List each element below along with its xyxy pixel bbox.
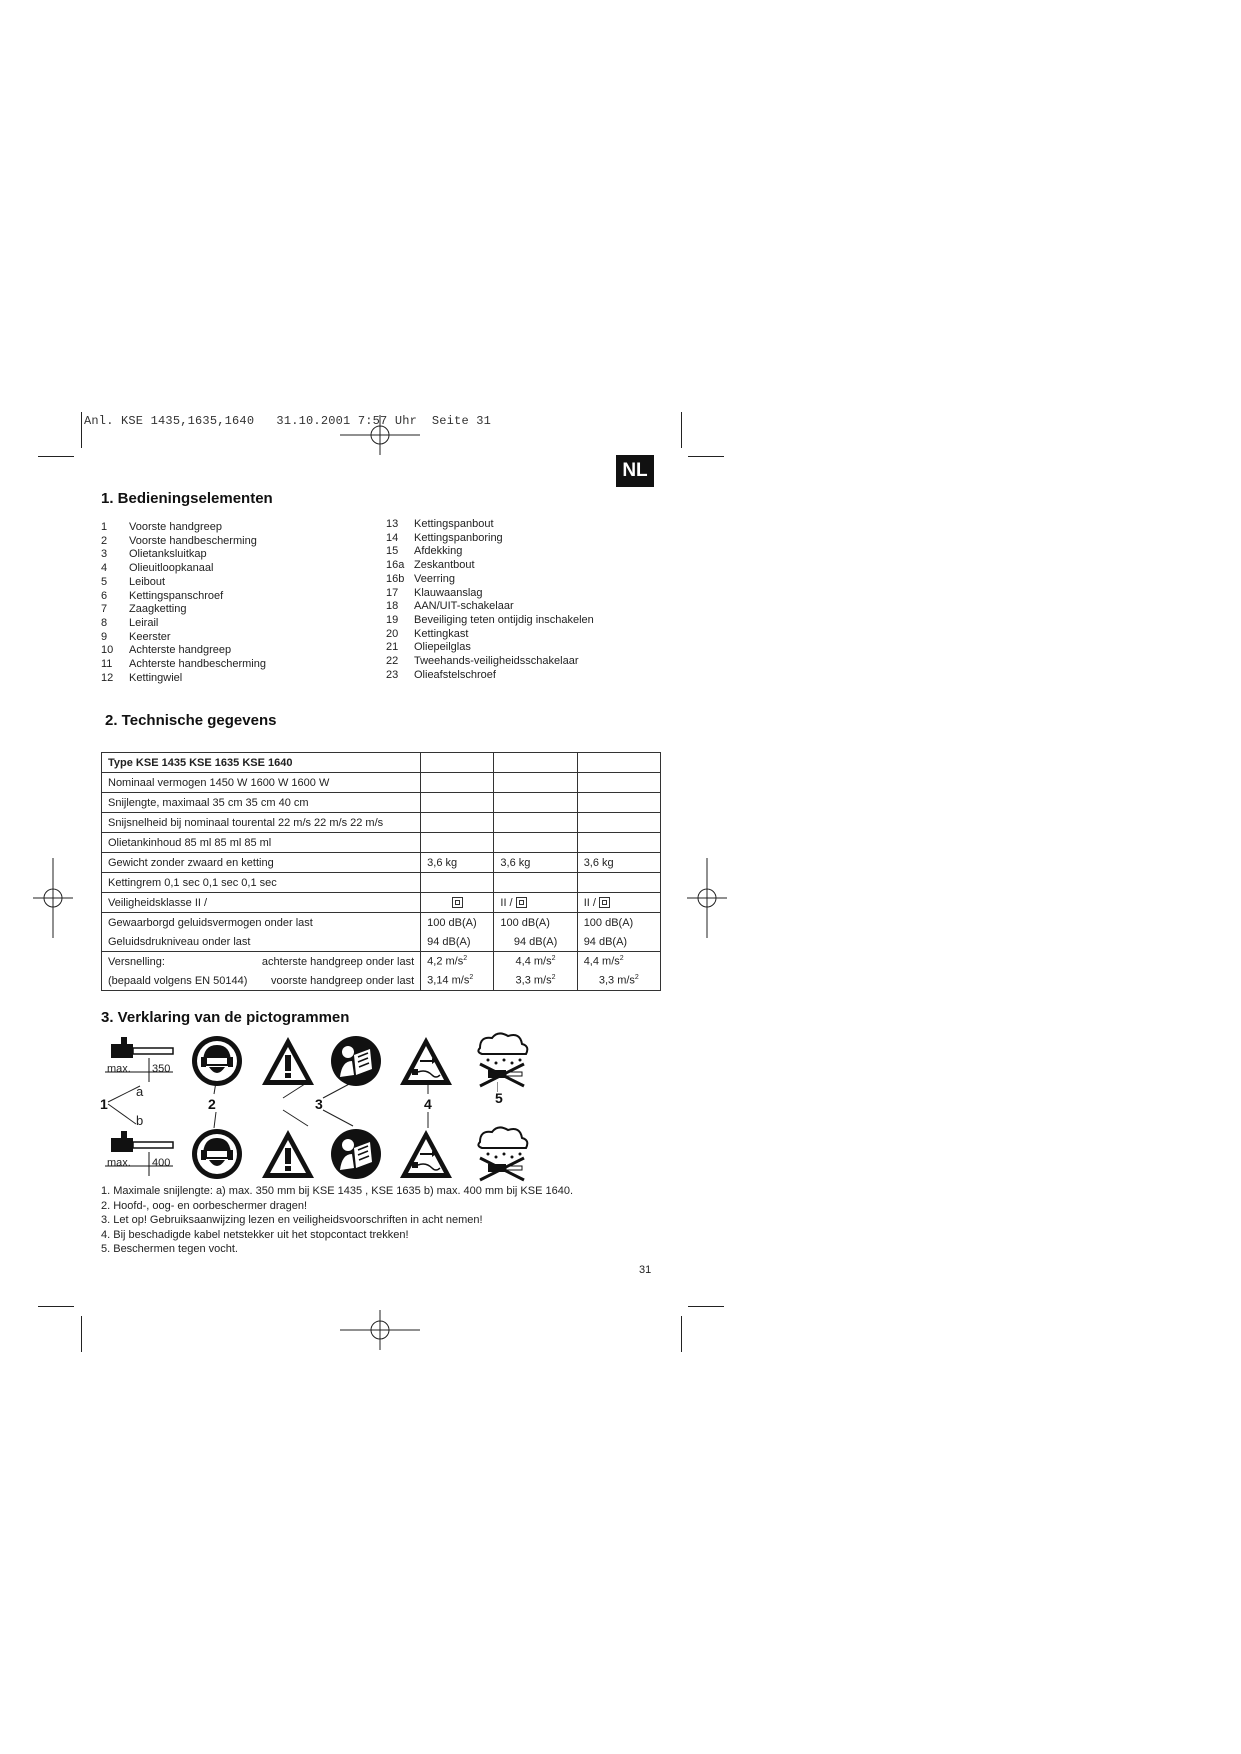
list-item-label: AAN/UIT-schakelaar bbox=[414, 600, 514, 613]
list-item bbox=[101, 644, 371, 658]
spec-accel-rear-1435: 4,2 m/s bbox=[427, 955, 464, 968]
double-insulation-icon bbox=[599, 897, 610, 908]
list-item-number: 22 bbox=[386, 655, 399, 668]
pictogram-letter-b: b bbox=[136, 1113, 144, 1128]
spec-accel-rear-1640: 4,4 m/s bbox=[583, 955, 620, 968]
warning-triangle-icon bbox=[260, 1128, 316, 1180]
registration-target-icon bbox=[340, 1310, 420, 1350]
protect-from-rain-icon bbox=[474, 1030, 530, 1088]
table-row bbox=[102, 913, 661, 933]
list-item-number: 16a bbox=[386, 559, 405, 572]
table-row: (bepaald volgens EN 50144) voorste handgreep onder last 3,14 $m/s^2$ 3,3 $m/s^2$ 3,3 $m/s^2$ bbox=[102, 971, 661, 991]
list-item-label: Beveiliging teten ontijdig inschakelen bbox=[414, 613, 594, 626]
spec-sound-pressure-1640: 94 dB(A) bbox=[577, 932, 660, 952]
max-label-a: max. bbox=[107, 1063, 131, 1075]
chainsaw-length-b-icon bbox=[105, 1128, 175, 1178]
spec-accel-front-1635: 3,3 m/s bbox=[515, 974, 552, 987]
list-item bbox=[101, 658, 371, 672]
print-header: Anl. KSE 1435,1635,1640 31.10.2001 7:57 Uhr Seite 31 bbox=[84, 414, 492, 428]
list-item bbox=[101, 603, 371, 617]
unplug-cable-warning-icon bbox=[398, 1035, 454, 1087]
list-item-number: 17 bbox=[386, 586, 399, 599]
list-item-number: 14 bbox=[386, 531, 399, 544]
spec-power: Nominaal vermogen 1450 W 1600 W 1600 W bbox=[102, 773, 421, 793]
pictogram-number-4: 4 bbox=[424, 1096, 432, 1112]
spec-accel-front-label: voorste handgreep onder last bbox=[271, 974, 415, 987]
list-item-number: 18 bbox=[386, 600, 399, 613]
crop-mark bbox=[688, 456, 724, 457]
pictogram-number-5: 5 bbox=[495, 1090, 503, 1106]
crop-mark bbox=[81, 1316, 82, 1352]
spec-weight-1635: 3,6 kg bbox=[494, 853, 577, 873]
spec-sound-pressure-1635: 94 dB(A) bbox=[494, 932, 577, 952]
list-item bbox=[101, 535, 371, 549]
list-item-label: Achterste handbescherming bbox=[129, 658, 266, 671]
list-item-label: Kettingkast bbox=[414, 627, 469, 640]
pictogram-notes bbox=[101, 1184, 573, 1257]
list-item-label: Kettingwiel bbox=[129, 671, 183, 684]
max-value-a: 350 bbox=[152, 1063, 171, 1075]
list-item-label: Olieuitloopkanaal bbox=[129, 562, 214, 575]
note-5: 5. Beschermen tegen vocht. bbox=[101, 1243, 238, 1255]
list-item bbox=[101, 548, 371, 562]
double-insulation-icon bbox=[452, 897, 463, 908]
list-item bbox=[386, 587, 666, 601]
list-item bbox=[386, 641, 666, 655]
spec-accel-front-1435: 3,14 m/s bbox=[427, 974, 470, 987]
spec-sound-power-label: Gewaarborgd geluidsvermogen onder last bbox=[102, 913, 421, 933]
spec-oil: Olietankinhoud 85 ml 85 ml 85 ml bbox=[102, 833, 421, 853]
list-item-number: 10 bbox=[101, 644, 114, 657]
table-row bbox=[102, 853, 661, 873]
spec-weight-1640: 3,6 kg bbox=[577, 853, 660, 873]
list-item bbox=[386, 655, 666, 669]
list-item bbox=[101, 562, 371, 576]
list-item bbox=[101, 631, 371, 645]
list-item-label: Oliepeilglas bbox=[414, 641, 471, 654]
list-item-label: Kettingspanschroef bbox=[129, 589, 224, 602]
spec-sound-power-1435: 100 dB(A) bbox=[421, 913, 494, 933]
spec-cut-length: Snijlengte, maximaal 35 cm 35 cm 40 cm bbox=[102, 793, 421, 813]
table-row bbox=[102, 833, 661, 853]
crop-mark bbox=[681, 1316, 682, 1352]
table-row bbox=[102, 873, 661, 893]
spec-brake: Kettingrem 0,1 sec 0,1 sec 0,1 sec bbox=[102, 873, 421, 893]
note-4: 4. Bij beschadigde kabel netstekker uit het stopcontact trekken! bbox=[101, 1228, 409, 1241]
controls-list-left bbox=[101, 521, 371, 685]
head-protection-icon bbox=[191, 1128, 243, 1180]
list-item-number: 23 bbox=[386, 668, 399, 681]
list-item bbox=[101, 521, 371, 535]
registration-target-icon bbox=[33, 858, 73, 938]
pictogram-number-2: 2 bbox=[208, 1096, 216, 1112]
list-item-label: Achterste handgreep bbox=[129, 644, 232, 657]
language-tag: NL bbox=[616, 455, 654, 487]
warning-triangle-icon bbox=[260, 1035, 316, 1087]
list-item bbox=[386, 628, 666, 642]
list-item-number: 1 bbox=[101, 521, 108, 533]
table-row bbox=[102, 753, 661, 773]
list-item-number: 7 bbox=[101, 603, 108, 616]
list-item-number: 13 bbox=[386, 518, 399, 530]
list-item bbox=[386, 600, 666, 614]
list-item-label: Veerring bbox=[414, 572, 455, 585]
list-item-label: Leibout bbox=[129, 575, 166, 588]
crop-mark bbox=[688, 1306, 724, 1307]
note-2: 2. Hoofd-, oog- en oorbeschermer dragen! bbox=[101, 1199, 308, 1212]
pictogram-connector-lines bbox=[98, 1080, 498, 1130]
table-row bbox=[102, 793, 661, 813]
spec-safety-label: Veiligheidsklasse II / bbox=[102, 893, 421, 913]
read-manual-icon bbox=[330, 1035, 382, 1087]
spec-weight-1435: 3,6 kg bbox=[421, 853, 494, 873]
list-item-number: 2 bbox=[101, 534, 108, 547]
list-item-number: 15 bbox=[386, 545, 399, 558]
registration-target-icon bbox=[687, 858, 727, 938]
list-item bbox=[101, 590, 371, 604]
crop-mark bbox=[38, 456, 74, 457]
list-item-label: Zeskantbout bbox=[414, 559, 475, 572]
list-item-label: Kettingspanbout bbox=[414, 518, 494, 530]
list-item bbox=[386, 614, 666, 628]
list-item-number: 5 bbox=[101, 575, 108, 588]
crop-mark bbox=[81, 412, 82, 448]
list-item-number: 12 bbox=[101, 671, 114, 684]
crop-mark bbox=[681, 412, 682, 448]
spec-accel-rear-label: achterste handgreep onder last bbox=[261, 955, 415, 968]
list-item-number: 6 bbox=[101, 589, 108, 602]
list-item-label: Leirail bbox=[129, 616, 159, 629]
safety-class-text: II / bbox=[583, 896, 596, 909]
pictogram-number-3: 3 bbox=[315, 1096, 323, 1112]
table-row bbox=[102, 893, 661, 913]
list-item-label: Kettingspanboring bbox=[414, 531, 503, 544]
note-3: 3. Let op! Gebruiksaanwijzing lezen en veiligheidsvoorschriften in acht nemen! bbox=[101, 1214, 483, 1226]
section-title-controls: 1. Bedieningselementen bbox=[101, 490, 273, 507]
safety-class-text: II / bbox=[500, 896, 513, 909]
head-protection-icon bbox=[191, 1035, 243, 1087]
table-row bbox=[102, 932, 661, 952]
list-item-number: 19 bbox=[386, 613, 399, 626]
controls-list-right bbox=[386, 518, 666, 682]
list-item bbox=[101, 672, 371, 686]
spec-cut-speed: Snijsnelheid bij nominaal tourental 22 m/s 22 m/s 22 m/s bbox=[102, 813, 421, 833]
spec-accel-rear-1635: 4,4 m/s bbox=[515, 955, 552, 968]
list-item-label: Keerster bbox=[129, 630, 171, 643]
note-1: 1. Maximale snijlengte: a) max. 350 mm bij KSE 1435 , KSE 1635 b) max. 400 mm bij KSE 1640. bbox=[101, 1185, 574, 1197]
list-item-label: Zaagketting bbox=[129, 603, 187, 616]
pictogram-number-1: 1 bbox=[100, 1096, 108, 1112]
list-item-label: Klauwaanslag bbox=[414, 586, 483, 599]
list-item bbox=[386, 669, 666, 683]
unplug-cable-warning-icon bbox=[398, 1128, 454, 1180]
list-item bbox=[386, 559, 666, 573]
spec-sound-pressure-label: Geluidsdrukniveau onder last bbox=[102, 932, 421, 952]
spec-accel-front-1640: 3,3 m/s bbox=[598, 974, 635, 987]
specs-table bbox=[101, 752, 661, 991]
pictogram-letter-a: a bbox=[136, 1084, 144, 1099]
list-item-label: Voorste handbescherming bbox=[129, 534, 257, 547]
list-item bbox=[386, 532, 666, 546]
spec-accel-standard: (bepaald volgens EN 50144) bbox=[108, 974, 248, 987]
max-label-b: max. bbox=[107, 1157, 131, 1169]
list-item-label: Olieafstelschroef bbox=[414, 668, 496, 681]
list-item bbox=[386, 518, 666, 532]
list-item-number: 21 bbox=[386, 641, 399, 654]
read-manual-icon bbox=[330, 1128, 382, 1180]
spec-sound-power-1635: 100 dB(A) bbox=[494, 913, 577, 933]
table-row bbox=[102, 813, 661, 833]
list-item-number: 4 bbox=[101, 562, 108, 575]
spec-weight-label: Gewicht zonder zwaard en ketting bbox=[102, 853, 421, 873]
list-item bbox=[101, 576, 371, 590]
section-title-specs: 2. Technische gegevens bbox=[105, 712, 277, 729]
max-value-b: 400 bbox=[152, 1157, 171, 1169]
list-item-number: 9 bbox=[101, 630, 108, 643]
spec-sound-pressure-1435: 94 dB(A) bbox=[421, 932, 494, 952]
crop-mark bbox=[38, 1306, 74, 1307]
list-item-number: 11 bbox=[101, 658, 113, 671]
protect-from-rain-icon bbox=[474, 1124, 530, 1182]
list-item-label: Afdekking bbox=[414, 545, 463, 558]
spec-sound-power-1640: 100 dB(A) bbox=[577, 913, 660, 933]
list-item bbox=[386, 573, 666, 587]
list-item-number: 16b bbox=[386, 572, 405, 585]
section-title-pictograms: 3. Verklaring van de pictogrammen bbox=[101, 1009, 350, 1026]
list-item-label: Tweehands-veiligheidsschakelaar bbox=[414, 655, 579, 668]
list-item-number: 20 bbox=[386, 627, 399, 640]
list-item-label: Voorste handgreep bbox=[129, 521, 222, 533]
page-number: 31 bbox=[639, 1264, 652, 1276]
double-insulation-icon bbox=[516, 897, 527, 908]
spec-accel-label: Versnelling: bbox=[108, 955, 165, 968]
table-row bbox=[102, 773, 661, 793]
list-item-label: Olietanksluitkap bbox=[129, 548, 207, 561]
spec-type: Type KSE 1435 KSE 1635 KSE 1640 bbox=[102, 753, 421, 773]
list-item bbox=[101, 617, 371, 631]
list-item-number: 8 bbox=[101, 616, 108, 629]
list-item bbox=[386, 545, 666, 559]
list-item-number: 3 bbox=[101, 548, 108, 561]
chainsaw-length-a-icon bbox=[105, 1034, 175, 1084]
table-row: Versnelling: achterste handgreep onder last 4,2 $m/s^2$ 4,4 $m/s^2$ 4,4 $m/s^2$ bbox=[102, 952, 661, 972]
